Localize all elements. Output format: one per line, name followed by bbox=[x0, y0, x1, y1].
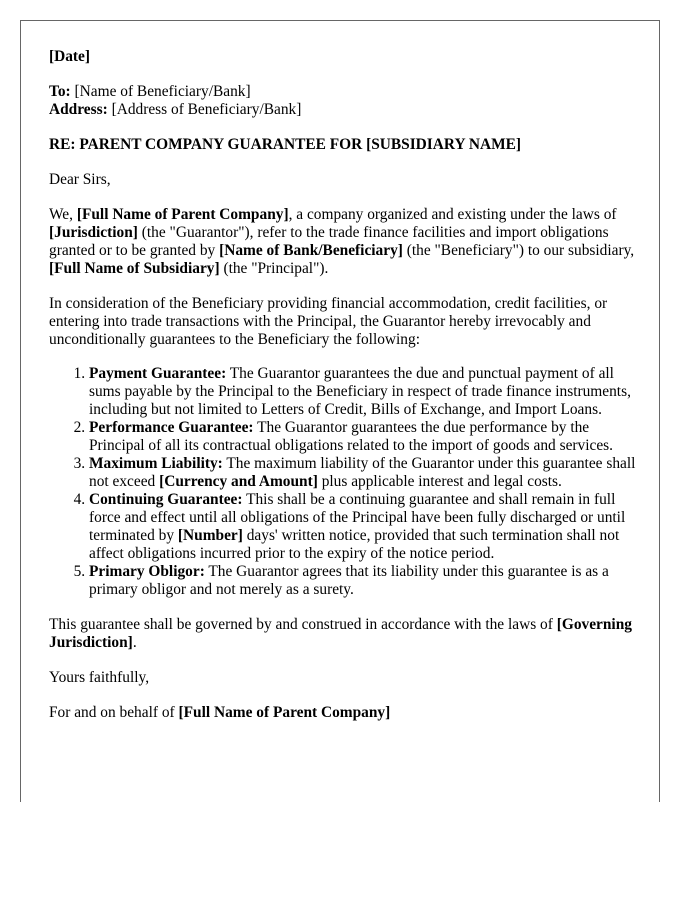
term-title: Performance Guarantee: bbox=[89, 419, 254, 436]
term-text: This shall be a continuing guarantee and shall remain in full force and effect until all obligations of the Principal have been fully discharged or until terminated by bbox=[89, 491, 626, 544]
term-text: The maximum liability of the Guarantor under this guarantee shall not exceed bbox=[89, 455, 636, 490]
address-label: Address: bbox=[49, 101, 108, 118]
recipient-block bbox=[49, 83, 641, 119]
signoff-line bbox=[49, 704, 641, 722]
governing-text: This guarantee shall be governed by and construed in accordance with the laws of bbox=[49, 616, 557, 633]
term-title: Maximum Liability: bbox=[89, 455, 223, 472]
term-item bbox=[89, 365, 641, 419]
beneficiary-placeholder: [Name of Bank/Beneficiary] bbox=[219, 242, 403, 259]
term-title: Payment Guarantee: bbox=[89, 365, 227, 382]
intro-text: (the "Beneficiary") to our subsidiary, bbox=[402, 242, 635, 259]
intro-text: , a company organized and existing under the laws of bbox=[288, 206, 617, 223]
term-text: plus applicable interest and legal costs. bbox=[317, 473, 562, 490]
governing-text: . bbox=[132, 634, 137, 651]
subject-line: RE: PARENT COMPANY GUARANTEE FOR [SUBSIDIARY NAME] bbox=[49, 136, 522, 153]
intro-paragraph bbox=[49, 206, 641, 278]
term-item bbox=[89, 563, 641, 599]
term-text: days' written notice, provided that such termination shall not affect obligations incurred prior to the expiry of the notice period. bbox=[89, 527, 620, 562]
term-item bbox=[89, 491, 641, 563]
closing: Yours faithfully, bbox=[49, 669, 150, 686]
intro-text: We, bbox=[49, 206, 77, 223]
parent-company-placeholder: [Full Name of Parent Company] bbox=[76, 206, 289, 223]
currency-amount-placeholder: [Currency and Amount] bbox=[159, 473, 318, 490]
to-label: To: bbox=[49, 83, 71, 100]
term-text: The Guarantor agrees that its liability under this guarantee is as a primary obligor and not merely as a surety. bbox=[89, 563, 609, 598]
governing-jurisdiction-placeholder: [Governing Jurisdiction] bbox=[49, 616, 632, 651]
letter-date: [Date] bbox=[49, 48, 91, 65]
consideration-paragraph: In consideration of the Beneficiary providing financial accommodation, credit facilities, or entering into trade transactions with the Principal, the Guarantor hereby irrevocably and unconditionally guarantees to the Beneficiary the following: bbox=[49, 295, 608, 348]
intro-text: (the "Guarantor"), refer to the trade finance facilities and import obligations granted or to be granted by bbox=[49, 224, 609, 259]
letter-body bbox=[49, 48, 641, 722]
term-item bbox=[89, 419, 641, 455]
address-value: [Address of Beneficiary/Bank] bbox=[107, 101, 302, 118]
signatory-placeholder: [Full Name of Parent Company] bbox=[178, 704, 391, 721]
term-title: Primary Obligor: bbox=[89, 563, 205, 580]
signoff-text: For and on behalf of bbox=[49, 704, 179, 721]
jurisdiction-placeholder: [Jurisdiction] bbox=[49, 224, 138, 241]
salutation: Dear Sirs, bbox=[49, 171, 111, 188]
term-text: The Guarantor guarantees the due and punctual payment of all sums payable by the Principal to the Beneficiary in respect of trade finance instruments, including but not limited to Letters of Credit, Bills of Exchange, and Import Loans. bbox=[89, 365, 631, 418]
notice-days-placeholder: [Number] bbox=[177, 527, 243, 544]
to-line bbox=[49, 83, 641, 101]
term-title: Continuing Guarantee: bbox=[89, 491, 243, 508]
governing-law-paragraph bbox=[49, 616, 641, 652]
term-text: The Guarantor guarantees the due performance by the Principal of all its contractual obligations related to the import of goods and services. bbox=[89, 419, 614, 454]
address-line bbox=[49, 101, 641, 119]
guarantee-terms-list bbox=[49, 365, 641, 599]
subsidiary-placeholder: [Full Name of Subsidiary] bbox=[49, 260, 220, 277]
to-value: [Name of Beneficiary/Bank] bbox=[70, 83, 251, 100]
intro-text: (the "Principal"). bbox=[219, 260, 329, 277]
term-item bbox=[89, 455, 641, 491]
